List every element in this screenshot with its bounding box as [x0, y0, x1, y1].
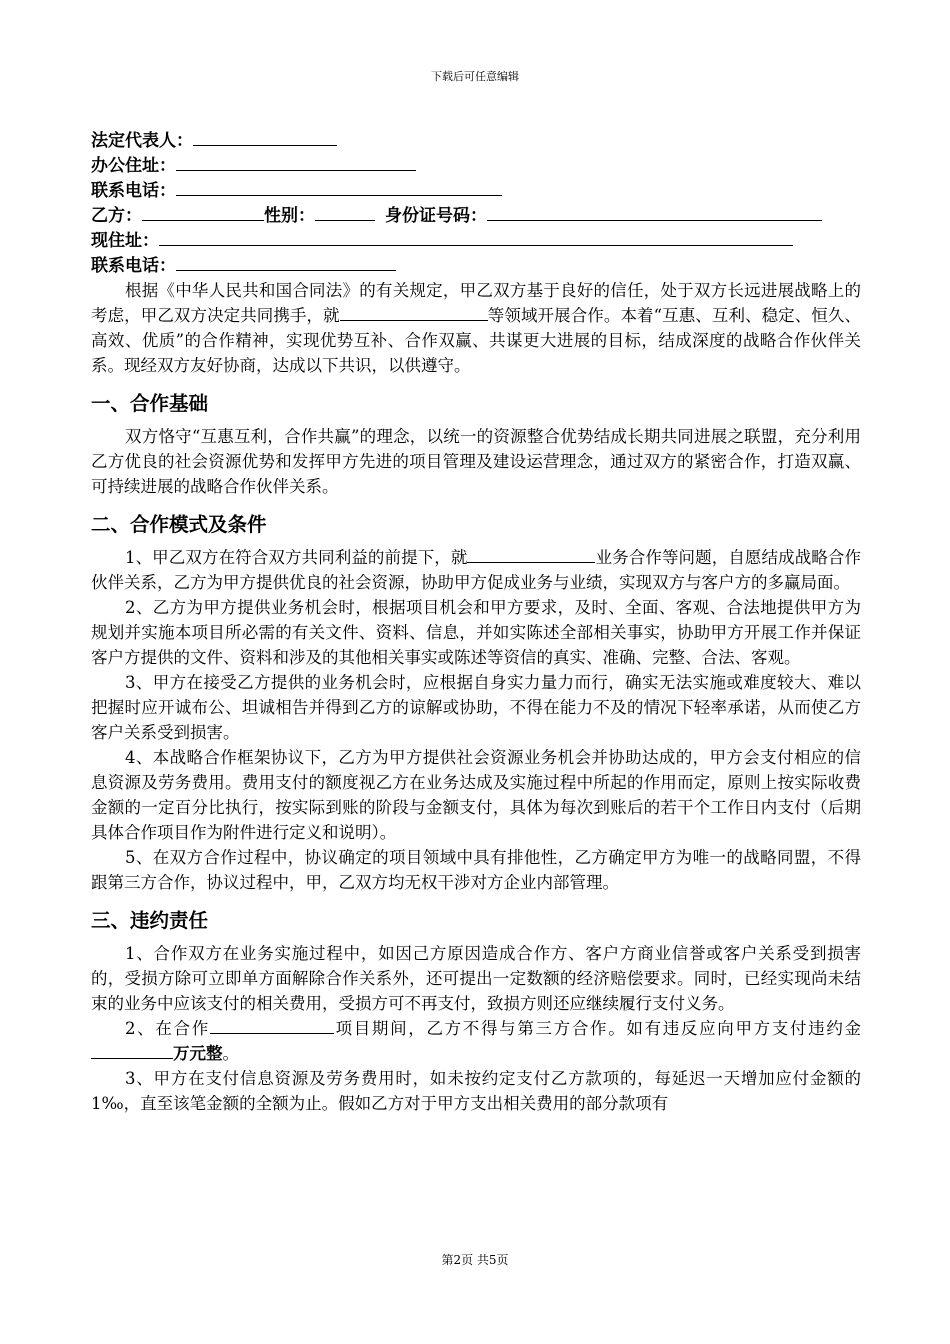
- section-3-title: 三、违约责任: [91, 909, 209, 932]
- s3-p2-text-b: 项目期间，乙方不得与第三方合作。如有违反应向甲方支付违约金: [333, 1019, 862, 1038]
- id-number-blank[interactable]: [487, 203, 822, 221]
- section-2-paragraph-4: 4、本战略合作框架协议下，乙方为甲方提供社会资源业务机会并协助达成的，甲方会支付相应的信息资源及劳务费用。费用支付的额度视乙方在业务达成及实施过程中所起的作用而定，原则上按实际收费金额的一定百分比执行，按实际到账的阶段与金额支付，具体为每次到账后的若干个工作日内支付（后期具体合作项目作为附件进行定义和说明）。: [91, 748, 861, 842]
- section-3-paragraph-2: [91, 1016, 861, 1066]
- gender-label: 性别：: [264, 206, 315, 226]
- residence-field: [91, 228, 861, 253]
- party-b-blank[interactable]: [142, 203, 264, 221]
- s2-p1-text-b: 业务合作等问题，自愿结成战略合作伙伴关系，乙方为甲方提供优良的社会资源，协助甲方促成业务与业绩，实现双方与客户方的多赢局面。: [91, 548, 861, 592]
- phone-b-label: 联系电话：: [91, 256, 176, 276]
- phone-b-blank[interactable]: [176, 253, 396, 271]
- s3-p2-amount-unit: 万元整: [173, 1044, 223, 1063]
- office-address-label: 办公住址：: [91, 156, 176, 176]
- office-address-field: [91, 153, 861, 178]
- section-1-paragraph: 双方恪守“互惠互利，合作共赢”的理念，以统一的资源整合优势结成长期共同进展之联盟，充分利用乙方优良的社会资源优势和发挥甲方先进的项目管理及建设运营理念，通过双方的紧密合作，打造双赢、可持续进展的战略合作伙伴关系。: [91, 427, 861, 496]
- phone-a-field: [91, 178, 861, 203]
- s3-project-blank[interactable]: [210, 1017, 334, 1034]
- s2-p1-text-a: 1、甲乙双方在符合双方共同利益的前提下，就: [125, 548, 468, 567]
- gender-blank[interactable]: [315, 203, 375, 221]
- section-2-title: 二、合作模式及条件: [91, 513, 267, 536]
- id-number-label: 身份证号码：: [385, 206, 487, 226]
- section-2-paragraph-1: [91, 545, 861, 595]
- section-2-paragraph-3: 3、甲方在接受乙方提供的业务机会时，应根据自身实力量力而行，确实无法实施或难度较大、难以把握时应开诚布公、坦诚相告并得到乙方的谅解或协助，不得在能力不及的情况下轻率承诺，从而使乙方客户关系受到损害。: [91, 673, 861, 742]
- residence-label: 现住址：: [91, 231, 159, 251]
- header-note: 下载后可任意编辑: [431, 70, 519, 83]
- legal-rep-blank[interactable]: [193, 128, 337, 146]
- intro-text-2: 等领域开展合作。本着“互惠、互利、稳定、恒久、高效、优质”的合作精神，实现优势互补、合作双赢、共谋更大进展的目标，结成深度的战略合作伙伴关系。现经双方友好协商，达成以下共识，以供遵守。: [91, 306, 862, 375]
- section-1-title: 一、合作基础: [91, 392, 209, 415]
- residence-blank[interactable]: [159, 228, 793, 246]
- phone-a-blank[interactable]: [176, 178, 502, 196]
- legal-rep-label: 法定代表人：: [91, 131, 193, 151]
- office-address-blank[interactable]: [176, 153, 416, 171]
- section-3-paragraph-3: 3、甲方在支付信息资源及劳务费用时，如未按约定支付乙方款项的，每延迟一天增加应付金额的1‰，直至该笔金额的全额为止。假如乙方对于甲方支出相关费用的部分款项有: [91, 1069, 861, 1113]
- legal-rep-field: [91, 128, 861, 153]
- intro-text-1: 根据《中华人民共和国合同法》的有关规定，甲乙双方基于良好的信任，处于双方长远进展战略上的考虑，甲乙双方决定共同携手，就: [91, 281, 861, 325]
- s3-p2-text-a: 2、在合作: [125, 1019, 210, 1038]
- s3-p2-text-d: 。: [222, 1044, 239, 1063]
- party-b-label: 乙方：: [91, 206, 142, 226]
- phone-b-field: [91, 253, 861, 278]
- section-2-paragraph-5: 5、在双方合作过程中，协议确定的项目领域中具有排他性，乙方确定甲方为唯一的战略同盟，不得跟第三方合作，协议过程中，甲，乙双方均无权干涉对方企业内部管理。: [91, 848, 861, 892]
- section-2-paragraph-2: 2、乙方为甲方提供业务机会时，根据项目机会和甲方要求，及时、全面、客观、合法地提供甲方为规划并实施本项目所必需的有关文件、资料、信息，并如实陈述全部相关事实，协助甲方开展工作并保证客户方提供的文件、资料和涉及的其他相关事实或陈述等资信的真实、准确、完整、合法、客观。: [91, 598, 861, 667]
- intro-blank[interactable]: [340, 304, 488, 321]
- s2-business-blank[interactable]: [467, 546, 595, 563]
- phone-a-label: 联系电话：: [91, 181, 176, 201]
- party-b-field: [91, 203, 861, 228]
- s3-penalty-blank[interactable]: [91, 1042, 173, 1059]
- document-body: [91, 128, 861, 1116]
- intro-paragraph: [91, 278, 861, 378]
- section-3-paragraph-1: 1、合作双方在业务实施过程中，如因己方原因造成合作方、客户方商业信誉或客户关系受到损害的，受损方除可立即单方面解除合作关系外，还可提出一定数额的经济赔偿要求。同时，已经实现尚未结束的业务中应该支付的相关费用，受损方可不再支付，致损方则还应继续履行支付义务。: [91, 944, 861, 1013]
- page-footer: 第2页 共5页: [441, 1253, 509, 1267]
